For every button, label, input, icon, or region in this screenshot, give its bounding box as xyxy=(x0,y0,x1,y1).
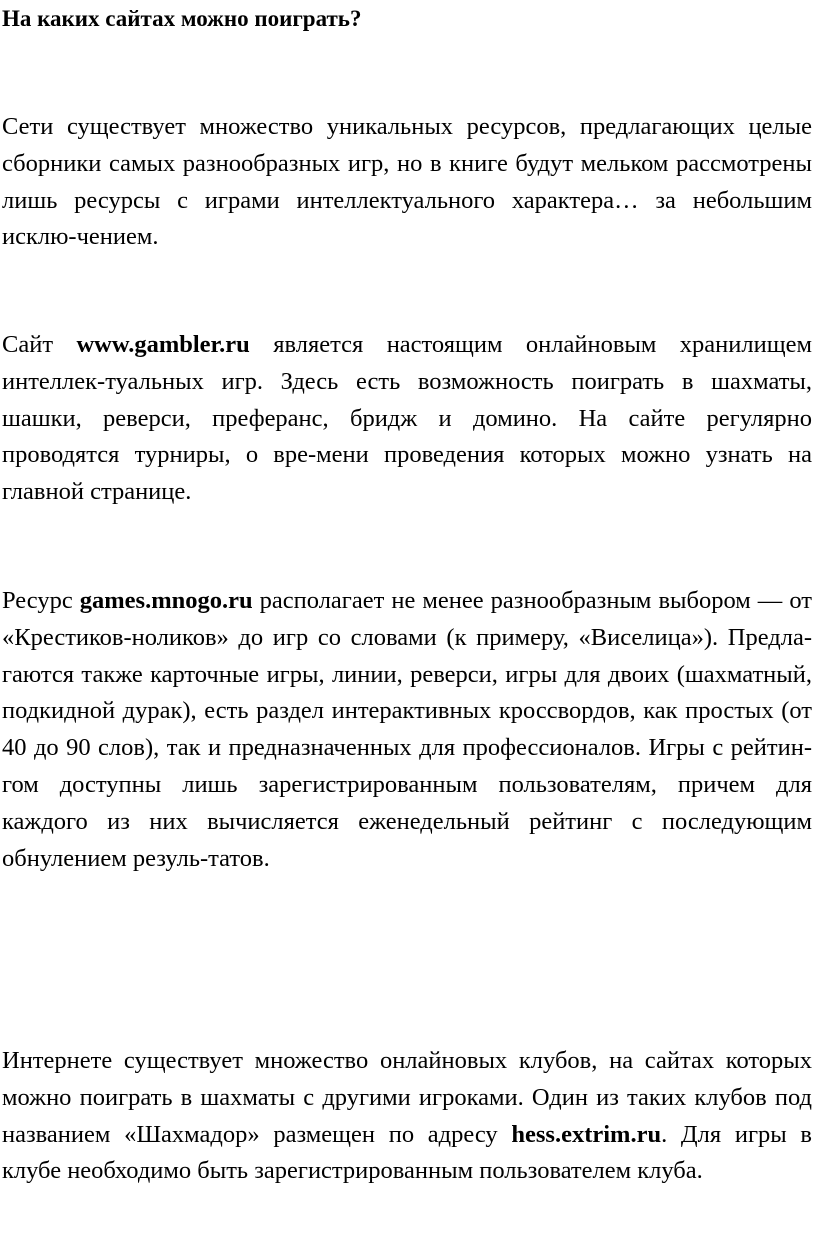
site-link-gambler: www.gambler.ru xyxy=(76,331,250,358)
paragraph-clubs-after: . Для игры в клубе необходимо быть зарегистрированным пользователем клуба. xyxy=(2,1120,812,1185)
paragraph-gambler-before: Сайт xyxy=(2,331,77,358)
site-link-mnogo: games.mnogo.ru xyxy=(79,587,253,614)
paragraph-intro-text: Сети существует множество уникальных ресурсов, предлагающих целые сборники самых разнообразных игр, но в книге будут мельком рассмотрены лишь ресурсы с играми интеллектуального характера… за небольшим исклю-чением. xyxy=(2,113,812,251)
paragraph-clubs-before: Интернете существует множество онлайновых клубов, на сайтах которых можно поиграть в шахматы с другими игроками. Один из таких клубов под названием «Шахмадор» размещен по адресу xyxy=(2,1047,812,1148)
site-link-extrim: hess.extrim.ru xyxy=(511,1120,662,1148)
paragraph-intro xyxy=(2,109,812,256)
paragraph-gambler xyxy=(2,327,812,511)
paragraph-gambler-after: является настоящим онлайновым хранилищем интеллек-туальных игр. Здесь есть возможность поиграть в шахматы, шашки, реверси, преферанс, бридж и домино. На сайте регулярно проводятся турниры, о вре-мени проведения которых можно узнать на главной странице. xyxy=(2,331,812,506)
paragraph-mnogo xyxy=(2,583,812,877)
paragraph-clubs xyxy=(2,1043,812,1190)
paragraph-mnogo-after: располагает не менее разнообразным выбором — от «Крестиков-ноликов» до игр со словами (к примеру, «Виселица»). Предла-гаются также карточные игры, линии, реверси, игры для двоих (шахматный, подкидной дурак), есть раздел интерактивных кроссвордов, как простых (от 40 до 90 слов), так и предназначенных для профессионалов. Игры с рейтин-гом доступны лишь зарегистрированным пользователям, причем для каждого из них вычисляется еженедельный рейтинг с последующим обнулением резуль-татов. xyxy=(2,587,812,872)
paragraph-mnogo-before: Ресурс xyxy=(2,587,80,614)
page-title: На каких сайтах можно поиграть? xyxy=(2,6,362,31)
